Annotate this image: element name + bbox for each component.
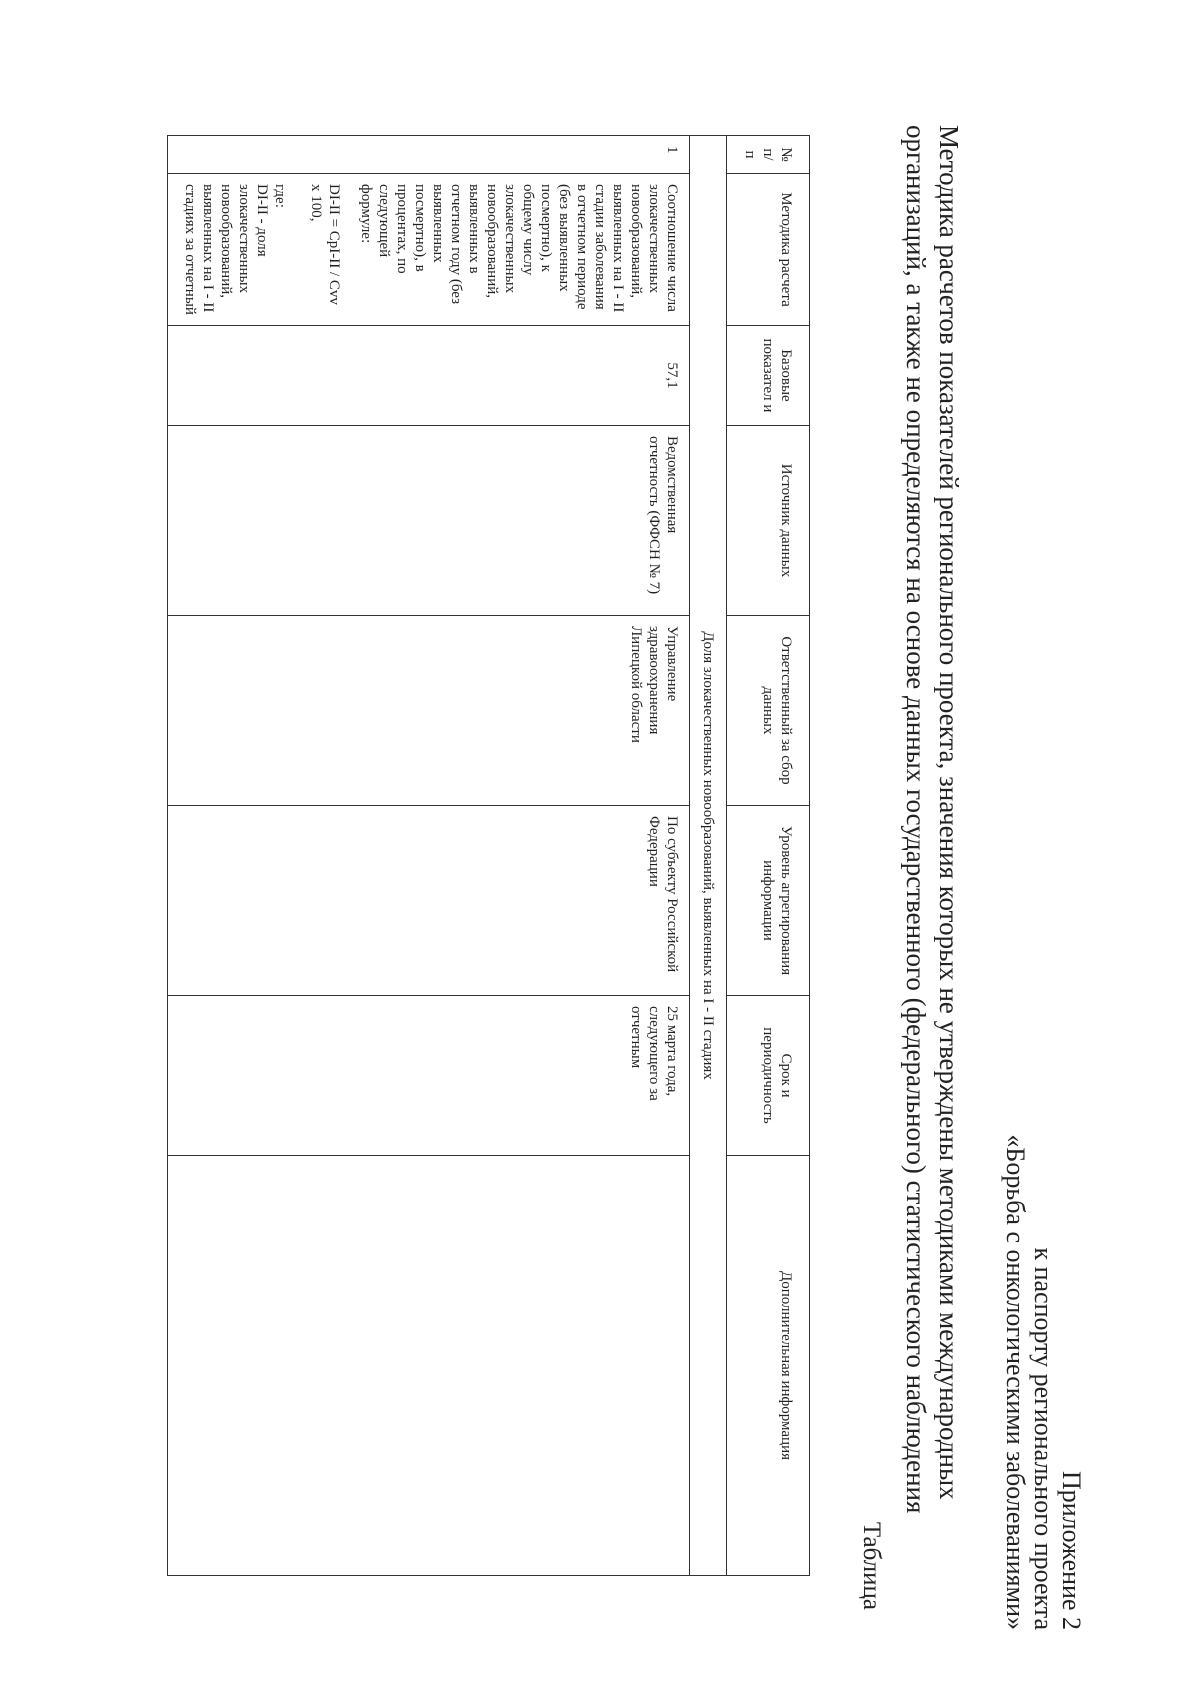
cell-base: 57,1 xyxy=(168,326,690,426)
title-line-1: Методика расчетов показателей регионального проекта, значения которых не утверждены методиками международных xyxy=(934,125,964,1500)
section-title: Доля злокачественных новообразований, выявленных на I - II стадиях xyxy=(690,136,727,1576)
table-row xyxy=(168,136,690,1576)
cell-source: Ведомственная отчетность (ФФСН № 7) xyxy=(168,426,690,616)
cell-responsible: Управление здравоохранения Липецкой области xyxy=(168,616,690,806)
col-header-num: № п/п xyxy=(727,136,810,174)
appendix-number: Приложение 2 xyxy=(1057,1470,1086,1630)
title-line-2: организаций, а также не определяются на основе данных государственного (федерального) статистического наблюдения xyxy=(901,125,931,1514)
method-where: где: xyxy=(272,184,288,208)
col-header-method: Методика расчета xyxy=(727,174,810,326)
col-header-source: Источник данных xyxy=(727,426,810,616)
appendix-passport: к паспорту регионального проекта xyxy=(1029,1247,1058,1630)
col-header-extra: Дополнительная информация xyxy=(727,1156,810,1576)
table-header-row xyxy=(727,136,810,1576)
col-header-base: Базовые показател и xyxy=(727,326,810,426)
appendix-header xyxy=(1001,1134,1085,1630)
col-header-level: Уровень агрегирования информации xyxy=(727,806,810,996)
table-section-row xyxy=(690,136,727,1576)
method-text: Соотношение числа злокачественных новообразований, выявленных на I - II стадии заболевания в отчетном периоде (без выявленных посмертно), к общему числу злокачественных новообразований, выявленных в отчетном году (без выявленных посмертно), в процентах, по следующей формуле: xyxy=(358,184,680,313)
col-header-responsible: Ответственный за сбор данных xyxy=(727,616,810,806)
method-formula: DI-II = CpI-II / Cvv x 100, xyxy=(308,184,342,305)
indicators-table xyxy=(167,135,810,1576)
method-legend: DI-II - доля злокачественных новообразований, выявленных на I - II стадиях за отчетный xyxy=(182,184,270,315)
appendix-project-name: «Борьба с онкологическими заболеваниями» xyxy=(1001,1134,1030,1630)
col-header-deadline: Срок и периодичность xyxy=(727,996,810,1156)
document-page xyxy=(50,60,1130,1640)
cell-method xyxy=(168,174,690,326)
table-label: Таблица xyxy=(858,1521,885,1610)
cell-num: 1 xyxy=(168,136,690,174)
document-title xyxy=(899,125,965,1575)
cell-deadline: 25 марта года, следующего за отчетным xyxy=(168,996,690,1156)
cell-level: По субъекту Российской Федерации xyxy=(168,806,690,996)
cell-extra xyxy=(168,1156,690,1576)
